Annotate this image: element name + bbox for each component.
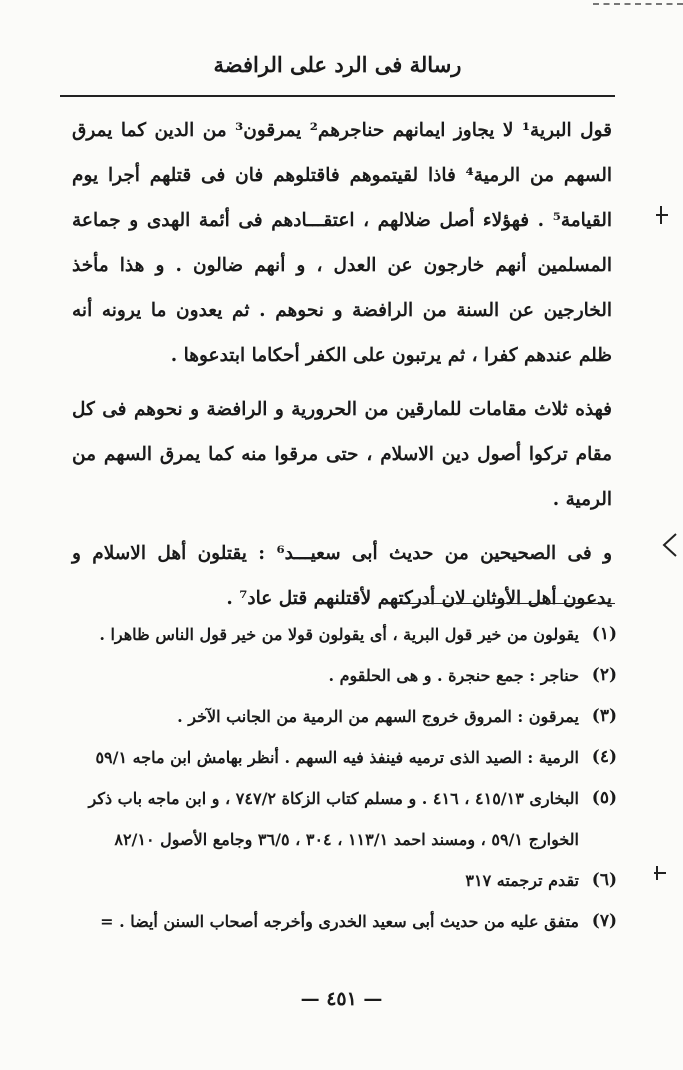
- footnote-number: (٢): [591, 665, 617, 685]
- running-header: رسالة فى الرد على الرافضة: [213, 52, 462, 77]
- footnote-number: (١): [591, 624, 617, 644]
- header-rule: [60, 95, 615, 97]
- margin-tick-mark: [650, 858, 668, 888]
- footnote-number: (٥): [591, 788, 617, 808]
- footnote-number: (٦): [591, 870, 617, 890]
- footnote: [72, 778, 617, 860]
- footnote-text: الرمية : الصيد الذى ترميه فينفذ فيه السهم . أنظر بهامش ابن ماجه ٥٩/١: [95, 748, 579, 767]
- footnote-number: (٣): [591, 706, 617, 726]
- footnote: [72, 860, 617, 901]
- footnote: [72, 696, 617, 737]
- footnote: [72, 737, 617, 778]
- paragraph: فهذه ثلاث مقامات للمارقين من الحرورية و الرافضة و نحوهم فى كل مقام تركوا أصول دين الاسلام ، حتى مرقوا منه كما يمرق السهم من الرمية .: [72, 399, 612, 510]
- footnote-separator: [385, 603, 615, 604]
- footnote: [72, 901, 617, 942]
- footnote-text: متفق عليه من حديث أبى سعيد الخدرى وأخرجه أصحاب السنن أيضا . =: [100, 912, 579, 931]
- footnote-number: (٤): [591, 747, 617, 767]
- footnote: [72, 614, 617, 655]
- main-text: [72, 108, 612, 621]
- footnote-number: (٧): [591, 911, 617, 931]
- footnote-text: يمرقون : المروق خروج السهم من الرمية من الجانب الآخر .: [177, 707, 579, 726]
- top-edge-mark: [593, 3, 683, 5]
- margin-tick-mark: [652, 200, 670, 230]
- margin-bracket-mark: [660, 530, 678, 560]
- paragraph: قول البرية¹ لا يجاوز ايمانهم حناجرهم² يمرقون³ من الدين كما يمرق السهم من الرمية⁴ فاذا لقيتموهم فاقتلوهم فان فى قتلهم أجرا يوم القيامة⁵ . فهؤلاء أصل ضلالهم ، اعتقـــادهم فى أئمة الهدى و جماعة المسلمين أنهم خارجون عن العدل ، و أنهم ضالون . و هذا مأخذ الخارجين عن السنة من الرافضة و نحوهم . ثم يعدون ما يرونه أنه ظلم عندهم كفرا ، ثم يرتبون على الكفر أحكاما ابتدعوها .: [72, 120, 613, 366]
- page-number: — ٤٥١ —: [300, 988, 383, 1010]
- footnote-text: حناجر : جمع حنجرة . و هى الحلقوم .: [328, 666, 579, 685]
- footnote-text: البخارى ٤١٥/١٣ ، ٤١٦ . و مسلم كتاب الزكاة ٧٤٧/٢ ، و ابن ماجه باب ذكر الخوارج ٥٩/١ ، ومسند احمد ١١٣/١ ، ٣٠٤ ، ٣٦/٥ وجامع الأصول ٨٢/١٠: [88, 789, 579, 849]
- footnote: [72, 655, 617, 696]
- footnote-text: تقدم ترجمته ٣١٧: [465, 871, 579, 890]
- footnote-text: يقولون من خير قول البرية ، أى يقولون قولا من خير قول الناس ظاهرا .: [99, 625, 579, 644]
- paragraph: و فى الصحيحين من حديث أبى سعيـــد⁶ : يقتلون أهل الاسلام و يدعون أهل الأوثان لان أدركتهم لأقتلنهم قتل عاد⁷ .: [72, 543, 612, 609]
- footnotes: [72, 614, 617, 942]
